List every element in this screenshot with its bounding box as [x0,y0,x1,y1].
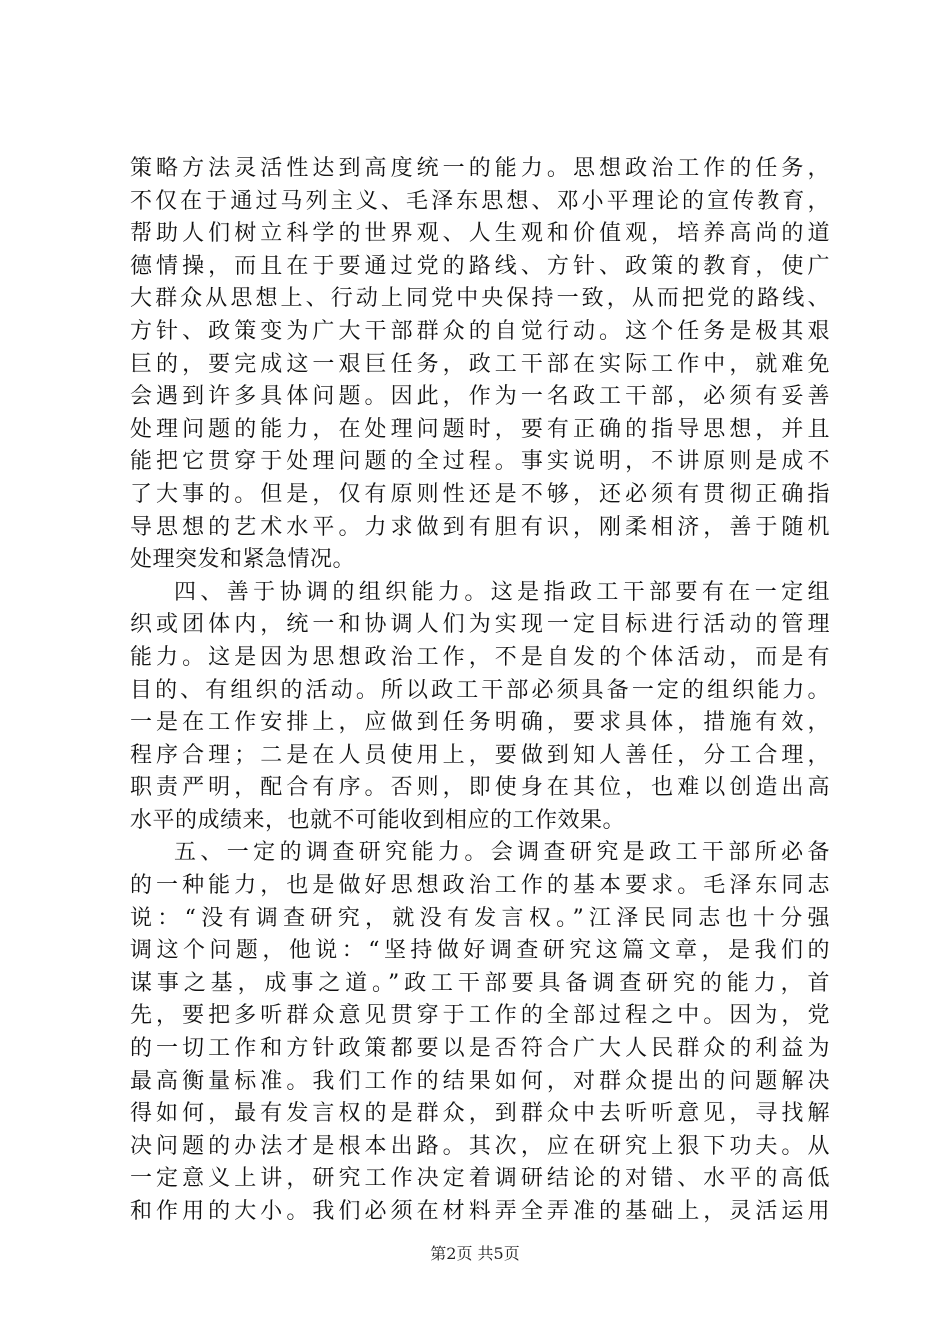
paragraph-start-line: 五、一定的调查研究能力。会调查研究是政工干部所必备 [174,840,830,866]
text-line: 水平的成绩来，也就不可能收到相应的工作效果。 [130,807,626,833]
text-line: 巨的，要完成这一艰巨任务，政工干部在实际工作中，就难免 [130,351,830,377]
text-line: 说：“没有调查研究，就没有发言权。”江泽民同志也十分强 [130,905,830,931]
text-line: 不仅在于通过马列主义、毛泽东思想、邓小平理论的宣传教育， [130,188,830,214]
text-line: 一是在工作安排上，应做到任务明确，要求具体，措施有效， [130,710,830,736]
text-line: 能把它贯穿于处理问题的全过程。事实说明，不讲原则是成不 [130,449,830,475]
text-line: 导思想的艺术水平。力求做到有胆有识，刚柔相济，善于随机 [130,514,830,540]
text-line: 得如何，最有发言权的是群众，到群众中去听听意见，寻找解 [130,1101,830,1127]
body-text [130,153,830,1229]
text-line: 处理突发和紧急情况。 [130,547,356,573]
text-line: 谋事之基，成事之道。”政工干部要具备调查研究的能力，首 [130,970,830,996]
text-line: 一定意义上讲，研究工作决定着调研结论的对错、水平的高低 [130,1166,830,1192]
text-line: 德情操，而且在于要通过党的路线、方针、政策的教育，使广 [130,253,830,279]
text-line: 最高衡量标准。我们工作的结果如何，对群众提出的问题解决 [130,1068,830,1094]
text-line: 处理问题的能力，在处理问题时，要有正确的指导思想，并且 [130,416,830,442]
text-line: 策略方法灵活性达到高度统一的能力。思想政治工作的任务， [130,156,830,181]
text-line: 方针、政策变为广大干部群众的自觉行动。这个任务是极其艰 [130,318,830,344]
text-line: 职责严明，配合有序。否则，即使身在其位，也难以创造出高 [130,775,830,801]
text-line: 帮助人们树立科学的世界观、人生观和价值观，培养高尚的道 [130,221,830,247]
text-line: 的一种能力，也是做好思想政治工作的基本要求。毛泽东同志 [130,873,830,899]
text-line: 大群众从思想上、行动上同党中央保持一致，从而把党的路线、 [130,286,830,312]
text-line: 会遇到许多具体问题。因此，作为一名政工干部，必须有妥善 [130,384,830,410]
text-line: 先，要把多听群众意见贯穿于工作的全部过程之中。因为，党 [130,1003,830,1029]
text-line: 决问题的办法才是根本出路。其次，应在研究上狠下功夫。从 [130,1133,830,1159]
text-line: 程序合理；二是在人员使用上，要做到知人善任，分工合理， [130,742,830,768]
text-line: 能力。这是因为思想政治工作，不是自发的个体活动，而是有 [130,644,830,670]
text-line: 了大事的。但是，仅有原则性还是不够，还必须有贯彻正确指 [130,481,830,507]
text-line: 织或团体内，统一和协调人们为实现一定目标进行活动的管理 [130,612,830,638]
page-number-footer: 第2页 共5页 [430,1244,520,1263]
text-line: 调这个问题，他说：“坚持做好调查研究这篇文章，是我们的 [130,938,830,964]
text-line: 和作用的大小。我们必须在材料弄全弄准的基础上，灵活运用 [130,1199,830,1224]
text-line: 的一切工作和方针政策都要以是否符合广大人民群众的利益为 [130,1036,830,1062]
paragraph-start-line: 四、善于协调的组织能力。这是指政工干部要有在一定组 [174,579,830,605]
text-line: 目的、有组织的活动。所以政工干部必须具备一定的组织能力。 [130,677,830,703]
